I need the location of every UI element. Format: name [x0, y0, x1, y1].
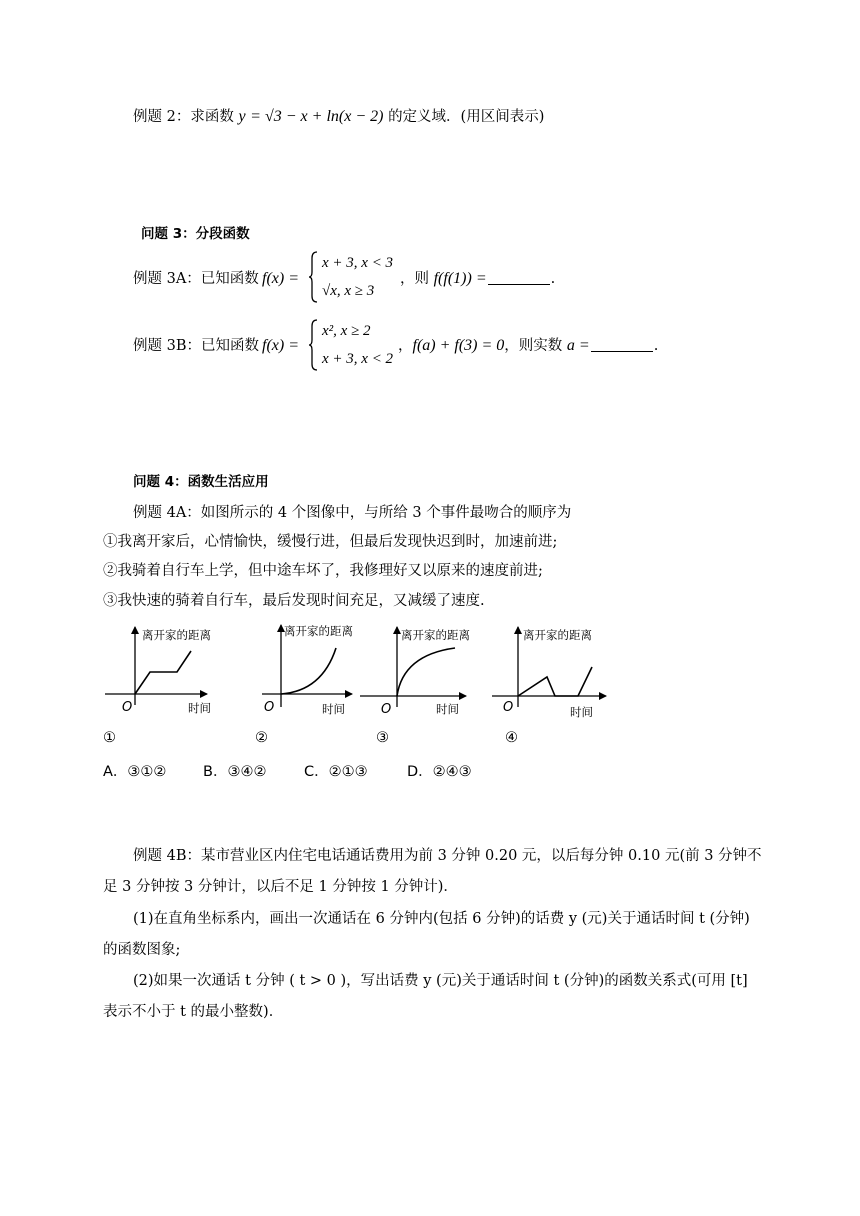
graph-3-origin: O — [381, 702, 392, 717]
example-3a-ask: f(f(1)) = — [433, 270, 487, 287]
example-4a-event-3: ③我快速的骑着自行车，最后发现时间充足，又减缓了速度. — [103, 593, 485, 609]
example-3b-func: f(x) = — [262, 337, 299, 354]
example-4b-line-1: 例题 4B：某市营业区内住宅电话通话费用为前 3 分钟 0.20 元，以后每分钟 0.10 元(前 3 分钟不 — [133, 848, 762, 864]
example-2-label: 例题 2：求函数 — [133, 109, 234, 125]
example-3b-case-2: x + 3, x < 2 — [322, 351, 394, 367]
example-4b-line-3: (1)在直角坐标系内，画出一次通话在 6 分钟内(包括 6 分钟)的话费 y (元)关于通话时间 t (分钟) — [133, 911, 750, 927]
example-4a-graphs — [0, 615, 860, 725]
example-3b-then: ，则实数 — [504, 338, 563, 354]
graph-3-curve — [397, 648, 455, 696]
graph-3-number: ③ — [376, 730, 389, 746]
example-3a-label: 例题 3A：已知函数 — [133, 271, 259, 287]
graph-2-curve — [281, 648, 336, 694]
example-3b-label: 例题 3B：已知函数 — [133, 338, 259, 354]
graph-2-number: ② — [255, 730, 268, 746]
graph-1-number: ① — [103, 730, 116, 746]
graph-2-x-label: 时间 — [322, 702, 345, 716]
graph-1-origin: O — [122, 700, 133, 715]
example-4b-line-5: (2)如果一次通话 t 分钟 ( t > 0 )，写出话费 y (元)关于通话时间 t (分钟)的函数关系式(可用 [t] — [133, 973, 748, 989]
graph-2-y-label: 离开家的距离 — [284, 624, 353, 638]
option-d[interactable]: D．②④③ — [407, 764, 472, 780]
example-3a-case-1: x + 3, x < 3 — [322, 255, 394, 271]
example-3b-answer-blank[interactable] — [591, 337, 653, 352]
example-2-formula-rhs: = √3 − x + ln(x − 2) — [250, 108, 384, 125]
example-2-formula-lhs: y — [238, 108, 246, 125]
example-3b-case-1: x², x ≥ 2 — [322, 323, 371, 339]
graph-2 — [262, 624, 353, 716]
example-3a-func: f(x) = — [262, 270, 299, 287]
graph-1-x-label: 时间 — [188, 701, 211, 715]
option-c[interactable]: C．②①③ — [304, 764, 368, 780]
example-2-suffix: 的定义域．(用区间表示) — [388, 109, 545, 125]
example-3b-tail — [398, 335, 658, 357]
example-2 — [133, 106, 544, 128]
graph-1-curve — [135, 651, 191, 694]
example-3a-answer-blank[interactable] — [488, 270, 550, 285]
example-4b-line-2: 足 3 分钟按 3 分钟计，以后不足 1 分钟按 1 分钟计)． — [103, 879, 458, 895]
example-3a-brace — [309, 251, 319, 303]
graph-3 — [360, 627, 470, 717]
example-3a-end: . — [550, 271, 556, 287]
example-4a-intro: 例题 4A：如图所示的 4 个图像中，与所给 3 个事件最吻合的顺序为 — [133, 505, 572, 521]
example-4a-event-2: ②我骑着自行车上学，但中途车坏了，我修理好又以原来的速度前进; — [103, 563, 543, 579]
example-3b-ask: a = — [566, 337, 590, 354]
graph-4-curve — [518, 667, 592, 696]
example-3b-end: . — [653, 338, 659, 354]
question-4-title: 问题 4：函数生活应用 — [133, 474, 269, 490]
option-a[interactable]: A．③①② — [103, 764, 167, 780]
graph-4-x-label: 时间 — [570, 705, 593, 719]
example-3b-comma: ， — [398, 338, 413, 354]
graph-4 — [492, 627, 606, 719]
example-4a-event-1: ①我离开家后，心情愉快，缓慢行进，但最后发现快迟到时，加速前进; — [103, 534, 558, 550]
example-3b-brace — [309, 319, 319, 371]
example-3b-condition: f(a) + f(3) = 0 — [412, 337, 505, 354]
example-4b-line-4: 的函数图象; — [103, 942, 181, 958]
option-b[interactable]: B．③④② — [203, 764, 267, 780]
graph-4-number: ④ — [505, 730, 518, 746]
example-4b-line-6: 表示不小于 t 的最小整数)． — [103, 1004, 284, 1020]
example-3a-then-text: ，则 — [400, 271, 429, 287]
graph-4-y-label: 离开家的距离 — [523, 628, 592, 642]
example-3a-case-2: √x, x ≥ 3 — [322, 283, 375, 299]
graph-4-origin: O — [503, 700, 514, 715]
graph-3-x-label: 时间 — [436, 702, 459, 716]
graph-2-origin: O — [264, 700, 275, 715]
graph-3-y-label: 离开家的距离 — [401, 628, 470, 642]
question-3-title: 问题 3：分段函数 — [141, 226, 250, 242]
graph-1-y-label: 离开家的距离 — [142, 628, 211, 642]
graph-1 — [105, 627, 211, 715]
example-3a-then — [400, 268, 555, 290]
